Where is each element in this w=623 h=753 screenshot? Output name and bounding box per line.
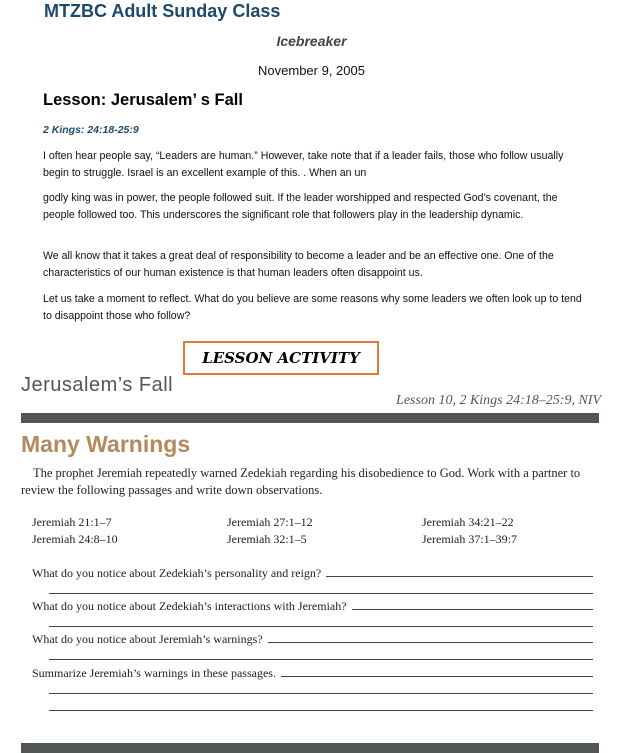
scripture-reference: 2 Kings: 24:18-25:9 (43, 124, 139, 136)
question-row (32, 666, 593, 681)
question-text: What do you notice about Zedekiah’s interactions with Jeremiah? (32, 599, 347, 613)
paragraph: godly king was in power, the people followed suit. If the leader worshipped and respected God’s covenant, the people followed too. This underscores the significant role that followers play in the leadership dynamic. (43, 192, 558, 221)
answer-line[interactable] (49, 710, 593, 711)
question-row (32, 632, 593, 647)
worksheet-reference: Lesson 10, 2 Kings 24:18–25:9, NIV (396, 393, 601, 408)
answer-line[interactable] (352, 608, 593, 610)
answer-line[interactable] (49, 693, 593, 694)
question-text: What do you notice about Zedekiah’s personality and reign? (32, 566, 322, 580)
section-title: Many Warnings (21, 431, 191, 457)
answer-line[interactable] (268, 641, 593, 643)
class-title: MTZBC Adult Sunday Class (44, 1, 281, 21)
passage-item: Jeremiah 27:1–12 (227, 515, 313, 529)
passage-item: Jeremiah 32:1–5 (227, 532, 307, 546)
answer-line[interactable] (281, 675, 593, 677)
worksheet-intro: The prophet Jeremiah repeatedly warned Zedekiah regarding his disobedience to God. Work with a partner to review the following passages and write down observations. (21, 466, 581, 497)
lesson-title: Lesson: Jerusalem’ s Fall (43, 91, 243, 109)
answer-line[interactable] (326, 575, 593, 577)
paragraph: Let us take a moment to reflect. What do you believe are some reasons why some leaders we often look up to tend to disappoint those who follow? (43, 293, 582, 322)
question-text: What do you notice about Jeremiah’s warnings? (32, 632, 263, 646)
answer-line[interactable] (49, 626, 593, 627)
worksheet-title: Jerusalem’s Fall (21, 374, 174, 396)
passage-item: Jeremiah 21:1–7 (32, 515, 112, 529)
question-text: Summarize Jeremiah’s warnings in these passages. (32, 666, 276, 680)
passage-item: Jeremiah 24:8–10 (32, 532, 118, 546)
passage-list (32, 514, 592, 548)
passage-item: Jeremiah 34:21–22 (422, 515, 514, 529)
subtitle: Icebreaker (276, 33, 347, 49)
divider-bar (21, 413, 599, 423)
date: November 9, 2005 (258, 63, 365, 78)
passage-item: Jeremiah 37:1–39:7 (422, 532, 517, 546)
question-row (32, 599, 593, 614)
answer-line[interactable] (49, 659, 593, 660)
answer-line[interactable] (49, 593, 593, 594)
paragraph: I often hear people say, “Leaders are human.” However, take note that if a leader fails, those who follow usually begin to struggle. Israel is an excellent example of this. . When an un (43, 150, 564, 179)
lesson-activity-label: LESSON ACTIVITY (183, 341, 379, 375)
question-row (32, 566, 593, 581)
paragraph: We all know that it takes a great deal of responsibility to become a leader and be an effective one. One of the characteristics of our human existence is that human leaders often disappoint us. (43, 250, 554, 279)
